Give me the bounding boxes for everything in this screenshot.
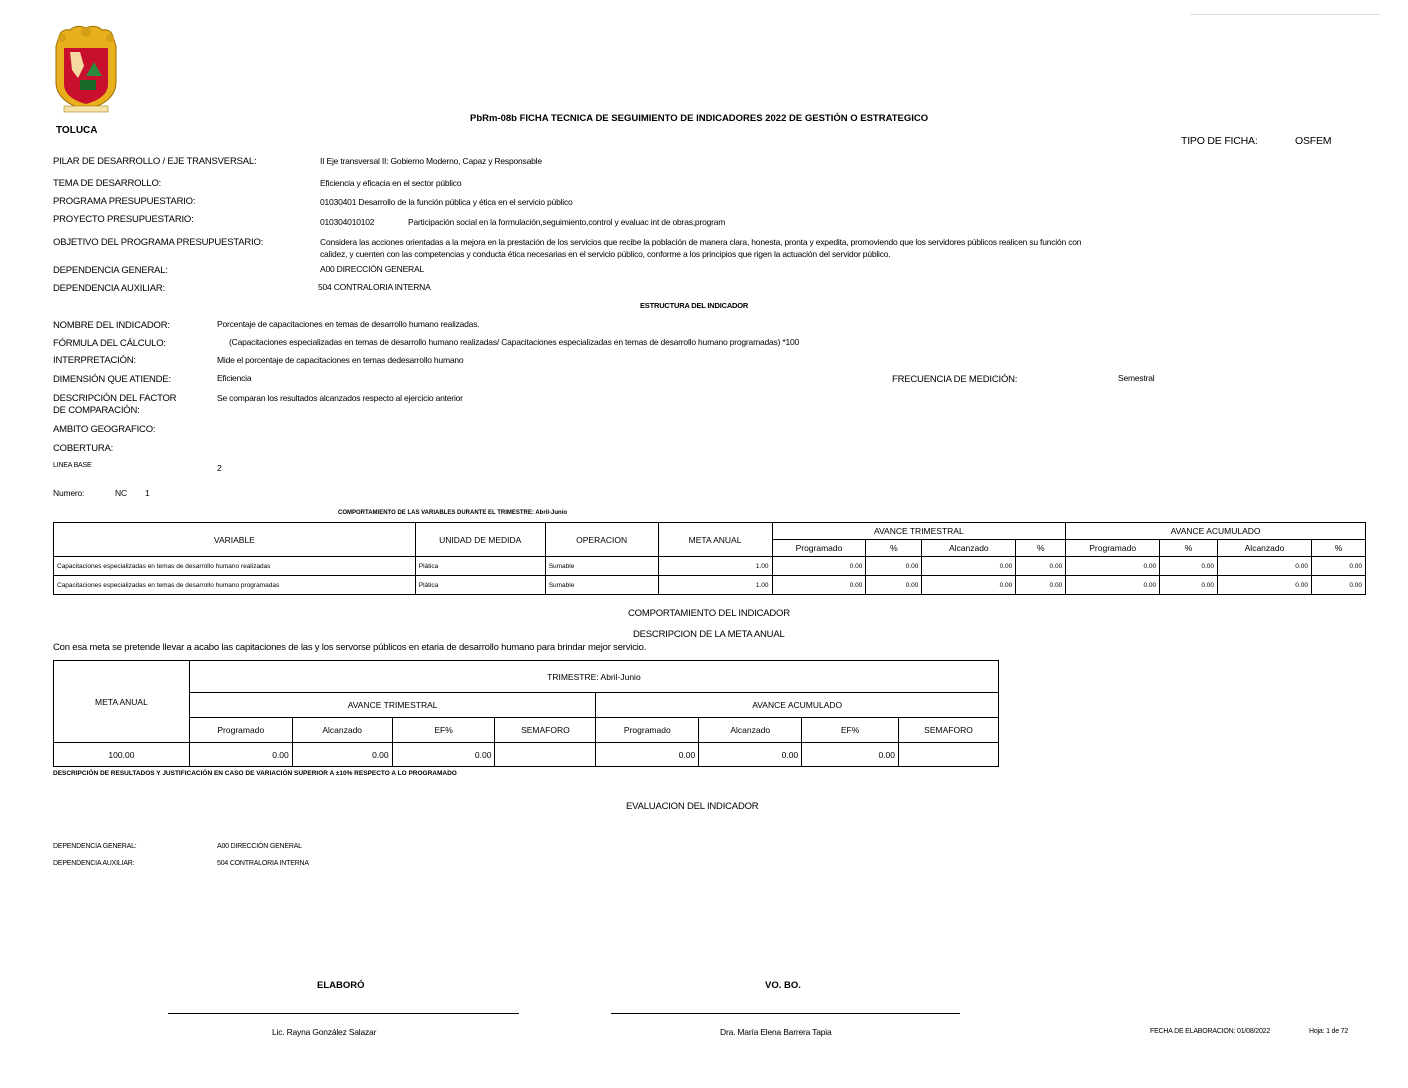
dep-general-label: DEPENDENCIA GENERAL: [53, 265, 168, 276]
avance-trimestral-header: AVANCE TRIMESTRAL [189, 693, 596, 718]
col-operacion: OPERACION [545, 523, 658, 557]
programa-value: 01030401 Desarrollo de la función pública y ética en el servicio público [320, 197, 573, 207]
dimension-value: Eficiencia [217, 373, 252, 383]
tipo-ficha-value: OSFEM [1295, 135, 1332, 147]
col-unidad: UNIDAD DE MEDIDA [415, 523, 545, 557]
linea-base-label: LINEA BASE [53, 462, 92, 469]
comportamiento-title: COMPORTAMIENTO DEL INDICADOR [628, 608, 790, 619]
variables-caption: COMPORTAMIENTO DE LAS VARIABLES DURANTE EL TRIMESTRE: Abril-Junio [338, 510, 568, 516]
avance-acumulado-header: AVANCE ACUMULADO [596, 693, 999, 718]
col-a-ep: EF% [802, 718, 899, 743]
eval-dep-aux-value: 504 CONTRALORIA INTERNA [217, 860, 309, 867]
row-a-alc: 0.00 [1218, 557, 1312, 576]
row-a-prog: 0.00 [1066, 557, 1160, 576]
row-a-prog: 0.00 [1066, 576, 1160, 595]
a-alc-value: 0.00 [699, 743, 802, 767]
col-t-alcanzado: Alcanzado [292, 718, 392, 743]
logo-city-text: TOLUCA [56, 125, 98, 136]
col-t-pct-1: % [866, 540, 922, 557]
linea-base-value: 2 [217, 463, 222, 473]
row-a-pct-1: 0.00 [1160, 576, 1218, 595]
elaboro-name: Lic. Rayna González Salazar [272, 1027, 377, 1037]
row-t-pct-1: 0.00 [866, 576, 922, 595]
row-t-pct-2: 0.00 [1016, 576, 1066, 595]
t-ep-value: 0.00 [392, 743, 495, 767]
col-a-programado: Programado [596, 718, 699, 743]
toluca-coat-of-arms [50, 22, 122, 122]
row-t-pct-2: 0.00 [1016, 557, 1066, 576]
nombre-indicador-value: Porcentaje de capacitaciones en temas de desarrollo humano realizadas. [217, 319, 480, 329]
row-a-pct-2: 0.00 [1311, 576, 1365, 595]
col-variable: VARIABLE [54, 523, 416, 557]
frecuencia-value: Semestral [1118, 373, 1155, 383]
elaboro-label: ELABORÓ [317, 980, 365, 991]
t-semaforo-value [495, 743, 596, 767]
resultados-label: DESCRIPCIÓN DE RESULTADOS Y JUSTIFICACIÓN EN CASO DE VARIACIÓN SUPERIOR A ±10% RESPECTO A LO PROGRAMADO [53, 770, 457, 777]
frecuencia-label: FRECUENCIA DE MEDICIÓN: [892, 374, 1018, 385]
row-operacion: Sumable [545, 557, 658, 576]
factor-label-2: DE COMPARACIÓN: [53, 405, 140, 416]
row-meta: 1.00 [658, 557, 772, 576]
dep-general-value: A00 DIRECCIÓN GENERAL [320, 264, 424, 274]
factor-value: Se comparan los resultados alcanzados respecto al ejercicio anterior [217, 393, 463, 403]
dep-aux-label: DEPENDENCIA AUXILIAR: [53, 283, 165, 294]
numero-label: Numero: [53, 488, 85, 498]
col-t-programado: Programado [189, 718, 292, 743]
table-row [54, 557, 1366, 576]
dep-aux-value: 504 CONTRALORIA INTERNA [318, 282, 431, 292]
vobo-label: VO. BO. [765, 980, 801, 991]
proyecto-value: Participación social en la formulación,seguimiento,control y evaluac int de obras,program [408, 217, 726, 227]
row-variable: Capacitaciones especializadas en temas de desarrollo humano realizadas [54, 557, 416, 576]
descripcion-meta-title: DESCRIPCION DE LA META ANUAL [633, 629, 785, 640]
row-unidad: Plática [415, 557, 545, 576]
table-row [54, 743, 999, 767]
ambito-label: AMBITO GEOGRAFICO: [53, 424, 156, 435]
row-a-pct-1: 0.00 [1160, 557, 1218, 576]
col-a-programado: Programado [1066, 540, 1160, 557]
cobertura-label: COBERTURA: [53, 443, 114, 454]
row-t-prog: 0.00 [772, 557, 866, 576]
numero-nc: NC [115, 488, 127, 498]
programa-label: PROGRAMA PRESUPUESTARIO: [53, 196, 196, 207]
table-row [54, 576, 1366, 595]
objetivo-line-2: calidez, y cuenten con las competencias y conducta ética necesarias en el servicio público, conforme a los principios que rigen la actuación del servidor público. [320, 249, 891, 259]
row-t-alc: 0.00 [922, 557, 1016, 576]
interpretacion-label: INTERPRETACIÓN: [53, 355, 136, 366]
row-variable: Capacitaciones especializadas en temas de desarrollo humano programadas [54, 576, 416, 595]
fecha-elaboracion: FECHA DE ELABORACION: 01/08/2022 [1150, 1028, 1271, 1035]
descripcion-meta-text: Con esa meta se pretende llevar a acabo las capitaciones de las y los servorse públicos en etaria de desarrollo humano para brindar mejor servicio. [53, 642, 647, 653]
dimension-label: DIMENSIÓN QUE ATIENDE: [53, 374, 171, 385]
col-a-alcanzado: Alcanzado [1218, 540, 1312, 557]
col-a-pct-1: % [1160, 540, 1218, 557]
col-a-alcanzado: Alcanzado [699, 718, 802, 743]
col-t-semaforo: SEMAFORO [495, 718, 596, 743]
a-semaforo-value [899, 743, 999, 767]
elaboro-signature-line [168, 1013, 519, 1014]
row-operacion: Sumable [545, 576, 658, 595]
proyecto-code: 010304010102 [320, 217, 375, 227]
objetivo-label: OBJETIVO DEL PROGRAMA PRESUPUESTARIO: [53, 237, 264, 248]
col-t-ep: EF% [392, 718, 495, 743]
pilar-value: II Eje transversal II: Gobierno Moderno, Capaz y Responsable [320, 156, 542, 166]
row-a-alc: 0.00 [1218, 576, 1312, 595]
row-t-pct-1: 0.00 [866, 557, 922, 576]
row-unidad: Plática [415, 576, 545, 595]
t-prog-value: 0.00 [189, 743, 292, 767]
col-meta-anual: META ANUAL [658, 523, 772, 557]
col-a-pct-2: % [1311, 540, 1365, 557]
col-a-semaforo: SEMAFORO [899, 718, 999, 743]
a-prog-value: 0.00 [596, 743, 699, 767]
t-alc-value: 0.00 [292, 743, 392, 767]
trimestre-header: TRIMESTRE: Abril-Junio [189, 661, 998, 693]
estructura-title: ESTRUCTURA DEL INDICADOR [640, 301, 749, 310]
tema-value: Eficiencia y eficacia en el sector público [320, 178, 462, 188]
pilar-label: PILAR DE DESARROLLO / EJE TRANSVERSAL: [53, 156, 257, 167]
numero-value: 1 [145, 488, 150, 498]
eval-dep-general-value: A00 DIRECCIÓN GENERAL [217, 843, 302, 850]
page-title: PbRm-08b FICHA TECNICA DE SEGUIMIENTO DE INDICADORES 2022 DE GESTIÓN O ESTRATEGICO [470, 113, 929, 124]
eval-dep-general-label: DEPENDENCIA GENERAL: [53, 843, 137, 850]
objetivo-line-1: Considera las acciones orientadas a la mejora en la prestación de los servicios que recibe la población de manera clara, honesta, pronta y expedita, promoviendo que los servidores públicos realicen su función con [320, 237, 1082, 247]
proyecto-label: PROYECTO PRESUPUESTARIO: [53, 214, 194, 225]
formula-value: (Capacitaciones especializadas en temas de desarrollo humano realizadas/ Capacitaciones especializadas en temas de desarrollo humano programadas) *100 [229, 337, 800, 347]
eval-dep-aux-label: DEPENDENCIA AUXILIAR: [53, 860, 135, 867]
meta-table [53, 660, 999, 767]
row-t-prog: 0.00 [772, 576, 866, 595]
meta-anual-header: META ANUAL [54, 661, 190, 743]
row-a-pct-2: 0.00 [1311, 557, 1365, 576]
vobo-signature-line [611, 1013, 960, 1014]
vobo-name: Dra. María Elena Barrera Tapia [720, 1027, 832, 1037]
evaluacion-title: EVALUACION DEL INDICADOR [626, 801, 759, 812]
tipo-ficha-label: TIPO DE FICHA: [1181, 135, 1258, 147]
tema-label: TEMA DE DESARROLLO: [53, 178, 162, 189]
row-meta: 1.00 [658, 576, 772, 595]
top-divider [1190, 14, 1380, 15]
variables-table [53, 522, 1366, 595]
col-t-programado: Programado [772, 540, 866, 557]
col-t-alcanzado: Alcanzado [922, 540, 1016, 557]
meta-anual-value: 100.00 [54, 743, 190, 767]
factor-label-1: DESCRIPCIÓN DEL FACTOR [53, 393, 177, 404]
row-t-alc: 0.00 [922, 576, 1016, 595]
col-avance-acumulado: AVANCE ACUMULADO [1066, 523, 1366, 540]
interpretacion-value: Mide el porcentaje de capacitaciones en temas dedesarrollo humano [217, 355, 464, 365]
a-ep-value: 0.00 [802, 743, 899, 767]
col-t-pct-2: % [1016, 540, 1066, 557]
col-avance-trimestral: AVANCE TRIMESTRAL [772, 523, 1066, 540]
formula-label: FÓRMULA DEL CÁLCULO: [53, 338, 166, 349]
nombre-indicador-label: NOMBRE DEL INDICADOR: [53, 320, 170, 331]
page-number: Hoja: 1 de 72 [1309, 1028, 1349, 1035]
